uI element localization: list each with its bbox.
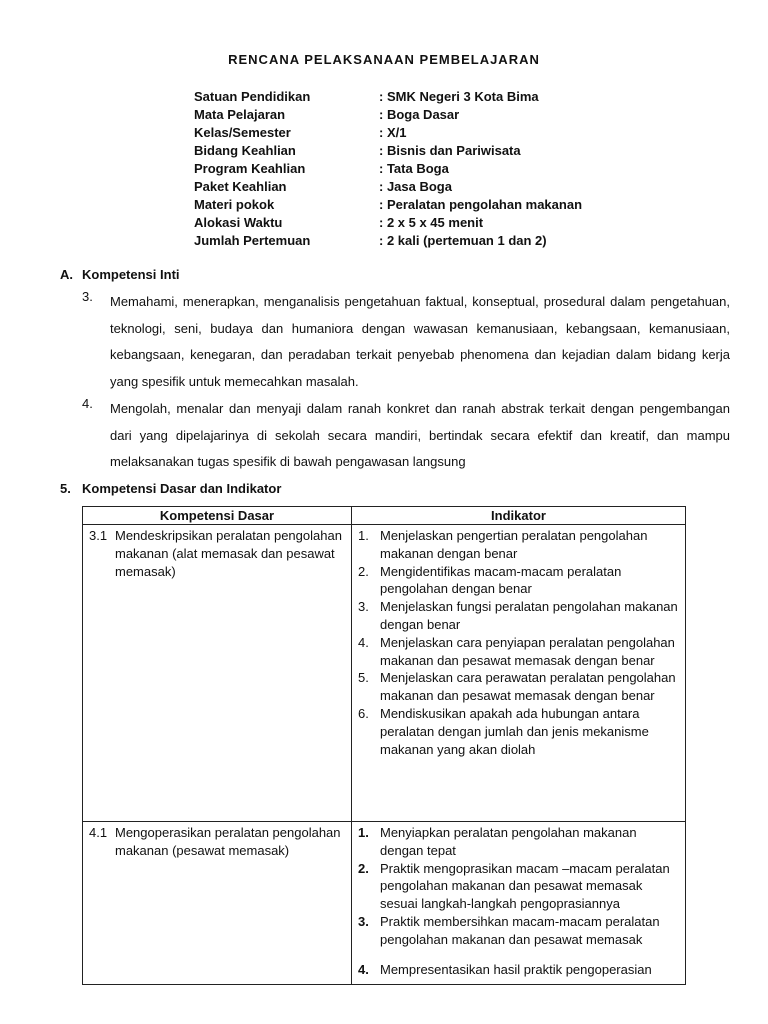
indicator-item: [358, 913, 681, 949]
meta-row: [194, 106, 694, 124]
indicator-item: [358, 860, 681, 913]
indicator-number: 3.: [358, 913, 369, 929]
indicator-text: Mengidentifikas macam-macam peralatan pengolahan dengan benar: [380, 563, 622, 597]
kd-text: Mendeskripsikan peralatan pengolahan makanan (alat memasak dan pesawat memasak): [115, 528, 342, 579]
indicator-number: 4.: [358, 961, 369, 977]
meta-key: Jumlah Pertemuan: [194, 233, 311, 248]
indicator-text: Praktik membersihkan macam-macam peralatan pengolahan makanan dan pesawat memasak: [380, 913, 660, 947]
indicator-item: [358, 634, 681, 670]
meta-value: : Boga Dasar: [379, 107, 460, 122]
section-heading-kompetensi-inti: [60, 267, 180, 282]
table-row: [83, 822, 686, 985]
indicator-text: Praktik mengoprasikan macam –macam peralatan pengolahan makanan dan pesawat memasak sesuai langkah-langkah pengoprasiannya: [380, 860, 670, 912]
kompetensi-inti-item: [82, 396, 730, 476]
indicator-item: [358, 527, 681, 563]
meta-row: [194, 142, 694, 160]
section-heading-kompetensi-dasar: [60, 481, 281, 496]
meta-value: : X/1: [379, 125, 407, 140]
meta-row: [194, 232, 694, 250]
meta-key: Bidang Keahlian: [194, 143, 296, 158]
meta-row: [194, 178, 694, 196]
kd-text: Mengoperasikan peralatan pengolahan makanan (pesawat memasak): [115, 825, 341, 858]
indicator-number: 5.: [358, 670, 369, 686]
meta-row: [194, 88, 694, 106]
indicator-number: 2.: [358, 563, 369, 579]
section-label: Kompetensi Inti: [82, 267, 180, 282]
meta-key: Alokasi Waktu: [194, 215, 283, 230]
table-header-row: [83, 507, 686, 525]
kd-code: 4.1: [89, 825, 108, 840]
identity-block: [194, 88, 694, 250]
kd-code: 3.1: [89, 528, 108, 543]
indicator-item: [358, 824, 681, 860]
column-header-kompetensi-dasar: Kompetensi Dasar: [83, 507, 352, 525]
meta-row: [194, 160, 694, 178]
kompetensi-inti-item: [82, 289, 730, 395]
indicator-item: [358, 669, 681, 705]
section-label: Kompetensi Dasar dan Indikator: [82, 481, 282, 496]
meta-value: : SMK Negeri 3 Kota Bima: [379, 89, 539, 104]
item-text: Mengolah, menalar dan menyaji dalam ranah konkret dan ranah abstrak terkait dengan pengembangan dari yang dipelajarinya di sekolah secara mandiri, bertindak secara efektif dan kreatif, dan mampu melaksanakan tugas spesifik di bawah pengawasan langsung: [110, 401, 730, 470]
indicator-number: 2.: [358, 860, 369, 876]
spacer: [358, 949, 681, 961]
indicator-text: Menjelaskan cara penyiapan peralatan pengolahan makanan dan pesawat memasak dengan benar: [380, 634, 675, 668]
indicator-text: Menjelaskan cara perawatan peralatan pengolahan makanan dan pesawat memasak dengan benar: [380, 670, 676, 704]
meta-key: Materi pokok: [194, 197, 275, 212]
meta-key: Satuan Pendidikan: [194, 89, 311, 104]
meta-value: : 2 kali (pertemuan 1 dan 2): [379, 233, 547, 248]
meta-value: : Bisnis dan Pariwisata: [379, 143, 521, 158]
indicator-item: [358, 598, 681, 634]
indicator-number: 4.: [358, 634, 369, 650]
meta-key: Mata Pelajaran: [194, 107, 286, 122]
kd-cell: [83, 822, 352, 985]
indicator-number: 3.: [358, 599, 369, 615]
meta-row: [194, 196, 694, 214]
meta-row: [194, 214, 694, 232]
indicator-cell: [352, 525, 686, 822]
item-text: Memahami, menerapkan, menganalisis pengetahuan faktual, konseptual, prosedural dalam pengetahuan, teknologi, seni, budaya dan humaniora dengan wawasan kemanusiaan, kebangsaan, kemanusiaan, kebangsaan, kenegaran, dan peradaban terkait penyebab phenomena dan kejadian dalam bidang kerja yang spesifik untuk memecahkan masalah.: [110, 294, 730, 389]
indicator-text: Menyiapkan peralatan pengolahan makanan dengan tepat: [380, 825, 637, 858]
document-title: RENCANA PELAKSANAAN PEMBELAJARAN: [228, 52, 540, 67]
table-row: [83, 525, 686, 822]
meta-value: : Peralatan pengolahan makanan: [379, 197, 583, 212]
indicator-item: [358, 961, 681, 979]
kd-cell: [83, 525, 352, 822]
indicator-text: Mempresentasikan hasil praktik pengoperasian: [380, 961, 652, 977]
indicator-item: [358, 563, 681, 599]
column-header-indikator: Indikator: [352, 507, 686, 525]
indicator-number: 6.: [358, 705, 369, 721]
section-number: A.: [60, 267, 73, 282]
item-number: 4.: [82, 396, 93, 411]
meta-value: : Jasa Boga: [379, 179, 452, 194]
indicator-number: 1.: [358, 825, 369, 840]
meta-key: Kelas/Semester: [194, 125, 291, 140]
meta-key: Paket Keahlian: [194, 179, 287, 194]
meta-value: : Tata Boga: [379, 161, 449, 176]
meta-key: Program Keahlian: [194, 161, 306, 176]
item-number: 3.: [82, 289, 93, 304]
meta-value: : 2 x 5 x 45 menit: [379, 215, 484, 230]
indicator-item: [358, 705, 681, 758]
indicator-number: 1.: [358, 528, 369, 543]
indicator-text: Menjelaskan pengertian peralatan pengolahan makanan dengan benar: [380, 528, 648, 561]
meta-row: [194, 124, 694, 142]
section-number: 5.: [60, 481, 71, 496]
indicator-text: Menjelaskan fungsi peralatan pengolahan makanan dengan benar: [380, 599, 678, 632]
kompetensi-dasar-table: [82, 506, 686, 985]
indicator-text: Mendiskusikan apakah ada hubungan antara peralatan dengan jumlah dan jenis mekanisme makanan yang akan diolah: [380, 705, 649, 757]
indicator-cell: [352, 822, 686, 985]
